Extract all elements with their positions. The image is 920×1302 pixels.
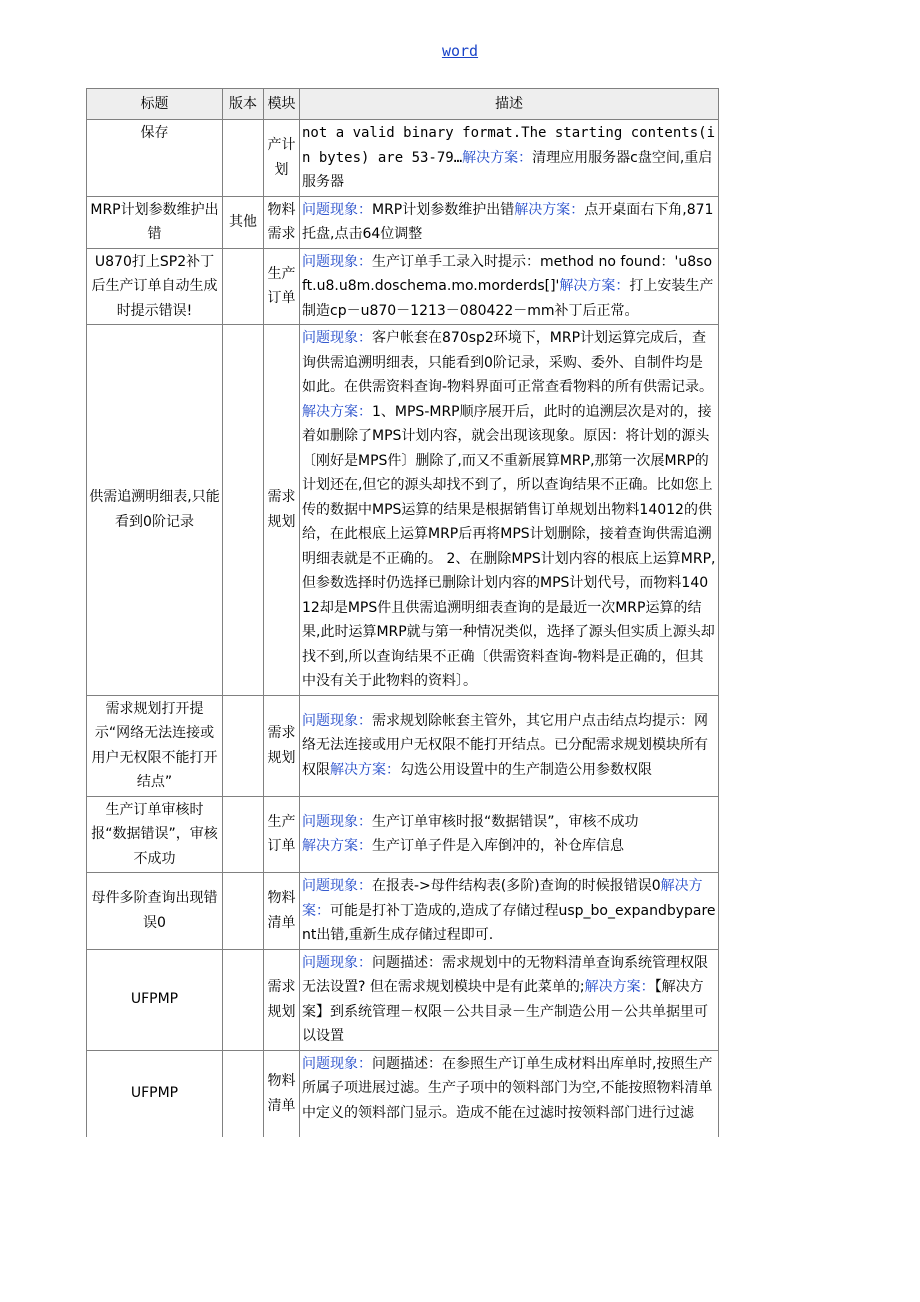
desc-problem-text: 生产订单手工录入时提示：method no found：'u8soft.u8.u8m.doschema.mo.morderds[]' bbox=[302, 253, 713, 294]
desc-solution-text: 打上安装生产制造cp－u870－1213－080422－mm补丁后正常。 bbox=[302, 278, 714, 319]
row-description bbox=[300, 196, 719, 248]
desc-solution-text: 点开桌面右下角,871托盘,点击64位调整 bbox=[302, 201, 714, 242]
row-module: 生产订单 bbox=[264, 796, 300, 873]
table-row bbox=[87, 796, 719, 873]
problem-label: 问题现象： bbox=[302, 1055, 372, 1072]
table-header-row bbox=[87, 89, 719, 120]
problem-label: 问题现象： bbox=[302, 954, 372, 971]
problem-label: 问题现象： bbox=[302, 253, 372, 270]
row-title: 需求规划打开提示“网络无法连接或用户无权限不能打开结点” bbox=[87, 695, 223, 796]
row-title: MRP计划参数维护出错 bbox=[87, 196, 223, 248]
row-title: UFPMP bbox=[87, 1050, 223, 1137]
table-row bbox=[87, 248, 719, 325]
row-version bbox=[223, 248, 264, 325]
desc-problem-text: 问题描述：需求规划中的无物料清单查询系统管理权限无法设置? 但在需求规划模块中是有此菜单的; bbox=[302, 954, 708, 995]
solution-label: 解决方案： bbox=[302, 878, 703, 919]
table-row bbox=[87, 1050, 719, 1137]
row-title: 保存 bbox=[87, 120, 223, 197]
row-title: 生产订单审核时报“数据错误”，审核不成功 bbox=[87, 796, 223, 873]
solution-label: 解决方案： bbox=[559, 278, 630, 294]
desc-solution-text: 1、MPS-MRP顺序展开后，此时的追溯层次是对的，接着如删除了MPS计划内容，就会出现该现象。原因：将计划的源头〔刚好是MPS件〕删除了,而又不重新展算MRP,那第一次展MRP的计划还在,但它的源头却找不到了，所以查询结果不正确。比如您上传的数据中MPS运算的结果是根据销售订单规划出物料14012的供给，在此根底上运算MRP后再将MPS计划删除，接着查询供需追溯明细表就是不正确的。 2、在删除MPS计划内容的根底上运算MRP,但参数选择时仍选择已删除计划内容的MPS计划代号，而物料14012却是MPS件且供需追溯明细表查询的是最近一次MRP运算的结果,此时运算MRP就与第一种情况类似，选择了源头但实质上源头却找不到,所以查询结果不正确〔供需资料查询-物料是正确的，但其中没有关于此物料的资料〕。 bbox=[302, 403, 716, 689]
solution-label: 解决方案： bbox=[302, 838, 372, 855]
solution-label: 解决方案： bbox=[584, 979, 655, 995]
desc-problem-text: 需求规划除帐套主管外，其它用户点击结点均提示：网络无法连接或用户无权限不能打开结点。已分配需求规划模块所有权限 bbox=[302, 712, 708, 778]
col-header-module: 模块 bbox=[264, 89, 300, 120]
row-version bbox=[223, 949, 264, 1050]
desc-problem-text: 在报表->母件结构表(多阶)查询的时候报错误0 bbox=[372, 878, 661, 894]
row-module: 生产订单 bbox=[264, 248, 300, 325]
row-description bbox=[300, 873, 719, 950]
col-header-description: 描述 bbox=[300, 89, 719, 120]
desc-solution-text: 勾选公用设置中的生产制造公用参数权限 bbox=[400, 761, 652, 778]
row-module: 物料需求 bbox=[264, 196, 300, 248]
row-version bbox=[223, 120, 264, 197]
row-version bbox=[223, 695, 264, 796]
col-header-title: 标题 bbox=[87, 89, 223, 120]
row-module: 需求规划 bbox=[264, 695, 300, 796]
desc-solution-text: 【解决方案】到系统管理－权限－公共目录－生产制造公用－公共单据里可以设置 bbox=[302, 979, 708, 1044]
desc-solution-text: 可能是打补丁造成的,造成了存储过程usp_bo_expandbyparent出错,重新生成存储过程即可. bbox=[302, 902, 716, 943]
desc-problem-text: not a valid binary format.The starting contents(in bytes) are 53-79… bbox=[302, 125, 716, 166]
issue-table bbox=[86, 88, 719, 1137]
row-version bbox=[223, 796, 264, 873]
solution-label: 解决方案： bbox=[514, 201, 585, 218]
problem-label: 问题现象： bbox=[302, 201, 372, 218]
problem-label: 问题现象： bbox=[302, 813, 372, 830]
row-version bbox=[223, 1050, 264, 1137]
row-module: 需求规划 bbox=[264, 949, 300, 1050]
problem-label: 问题现象： bbox=[302, 878, 372, 894]
row-version: 其他 bbox=[223, 196, 264, 248]
table-row bbox=[87, 695, 719, 796]
solution-label: 解决方案： bbox=[302, 403, 372, 420]
row-description bbox=[300, 325, 719, 696]
problem-label: 问题现象： bbox=[302, 712, 372, 729]
row-description bbox=[300, 1050, 719, 1137]
row-title: UFPMP bbox=[87, 949, 223, 1050]
table-row bbox=[87, 196, 719, 248]
desc-problem-text: 问题描述：在参照生产订单生成材料出库单时,按照生产所属子项进展过滤。生产子项中的领料部门为空,不能按照物料清单中定义的领料部门显示。造成不能在过滤时按领料部门进行过滤 bbox=[302, 1055, 713, 1121]
table-row bbox=[87, 949, 719, 1050]
col-header-version: 版本 bbox=[223, 89, 264, 120]
desc-problem-text: MRP计划参数维护出错 bbox=[372, 201, 515, 218]
row-title: U870打上SP2补丁后生产订单自动生成时提示错误! bbox=[87, 248, 223, 325]
solution-label: 解决方案： bbox=[330, 761, 400, 778]
row-module: 产计划 bbox=[264, 120, 300, 197]
row-title: 母件多阶查询出现错误0 bbox=[87, 873, 223, 950]
row-description bbox=[300, 796, 719, 873]
desc-problem-text: 生产订单审核时报“数据错误”，审核不成功 bbox=[372, 813, 639, 830]
row-version bbox=[223, 325, 264, 696]
solution-label: 解决方案： bbox=[462, 149, 533, 166]
desc-solution-text: 生产订单子件是入库倒冲的，补仓库信息 bbox=[372, 838, 624, 855]
desc-solution-text: 清理应用服务器c盘空间,重启服务器 bbox=[302, 149, 713, 190]
row-module: 物料清单 bbox=[264, 1050, 300, 1137]
page-header bbox=[0, 42, 920, 60]
header-link[interactable]: word bbox=[441, 42, 479, 60]
table-row bbox=[87, 873, 719, 950]
table-row bbox=[87, 325, 719, 696]
desc-problem-text: 客户帐套在870sp2环境下，MRP计划运算完成后，查询供需追溯明细表，只能看到0阶记录，采购、委外、自制件均是如此。在供需资料查询-物料界面可正常查看物料的所有供需记录。 bbox=[302, 330, 714, 395]
row-description bbox=[300, 120, 719, 197]
row-module: 物料清单 bbox=[264, 873, 300, 950]
row-description bbox=[300, 949, 719, 1050]
table-row bbox=[87, 120, 719, 197]
row-description bbox=[300, 695, 719, 796]
row-description bbox=[300, 248, 719, 325]
row-version bbox=[223, 873, 264, 950]
row-title: 供需追溯明细表,只能看到0阶记录 bbox=[87, 325, 223, 696]
problem-label: 问题现象： bbox=[302, 330, 372, 346]
row-module: 需求规划 bbox=[264, 325, 300, 696]
